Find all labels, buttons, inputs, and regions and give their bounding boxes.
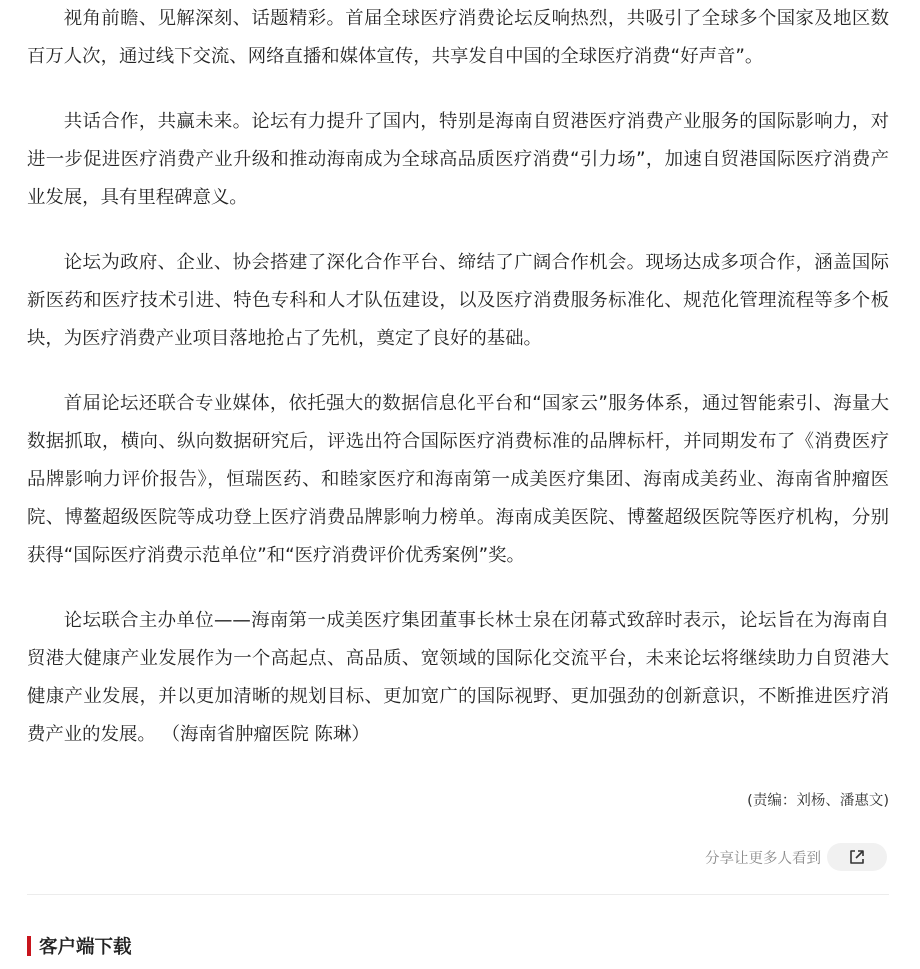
article-body: [27, 0, 889, 781]
divider: [27, 894, 889, 895]
editor-credit: (责编：刘杨、潘惠文): [747, 793, 889, 809]
section-header: [27, 934, 132, 958]
section-title: 客户端下载: [39, 937, 132, 958]
article-paragraph: 视角前瞻、见解深刻、话题精彩。首届全球医疗消费论坛反响热烈，共吸引了全球多个国家及地区数百万人次，通过线下交流、网络直播和媒体宣传，共享发自中国的全球医疗消费“好声音”。: [27, 8, 889, 67]
article-paragraph: 首届论坛还联合专业媒体，依托强大的数据信息化平台和“国家云”服务体系，通过智能索引、海量大数据抓取，横向、纵向数据研究后，评选出符合国际医疗消费标准的品牌标杆，并同期发布了《消费医疗品牌影响力评价报告》，恒瑞医药、和睦家医疗和海南第一成美医疗集团、海南成美药业、海南省肿瘤医院、博鳌超级医院等成功登上医疗消费品牌影响力榜单。海南成美医院、博鳌超级医院等医疗机构，分别获得“国际医疗消费示范单位”和“医疗消费评价优秀案例”奖。: [27, 393, 889, 566]
article-paragraph: 论坛联合主办单位——海南第一成美医疗集团董事长林士泉在闭幕式致辞时表示，论坛旨在为海南自贸港大健康产业发展作为一个高起点、高品质、宽领域的国际化交流平台，未来论坛将继续助力自贸港大健康产业发展，并以更加清晰的规划目标、更加宽广的国际视野、更加强劲的创新意识，不断推进医疗消费产业的发展。 （海南省肿瘤医院 陈琳）: [27, 610, 889, 745]
article-paragraph: 共话合作，共赢未来。论坛有力提升了国内，特别是海南自贸港医疗消费产业服务的国际影响力，对进一步促进医疗消费产业升级和推动海南成为全球高品质医疗消费“引力场”，加速自贸港国际医疗消费产业发展，具有里程碑意义。: [27, 111, 889, 208]
share-label: 分享让更多人看到: [705, 850, 821, 867]
share-bar: [705, 843, 887, 871]
article-paragraph: 论坛为政府、企业、协会搭建了深化合作平台、缔结了广阔合作机会。现场达成多项合作，涵盖国际新医药和医疗技术引进、特色专科和人才队伍建设，以及医疗消费服务标准化、规范化管理流程等多个板块，为医疗消费产业项目落地抢占了先机，奠定了良好的基础。: [27, 252, 889, 349]
share-button[interactable]: [827, 843, 887, 871]
share-external-icon: [848, 848, 866, 866]
section-accent-bar: [27, 936, 31, 956]
